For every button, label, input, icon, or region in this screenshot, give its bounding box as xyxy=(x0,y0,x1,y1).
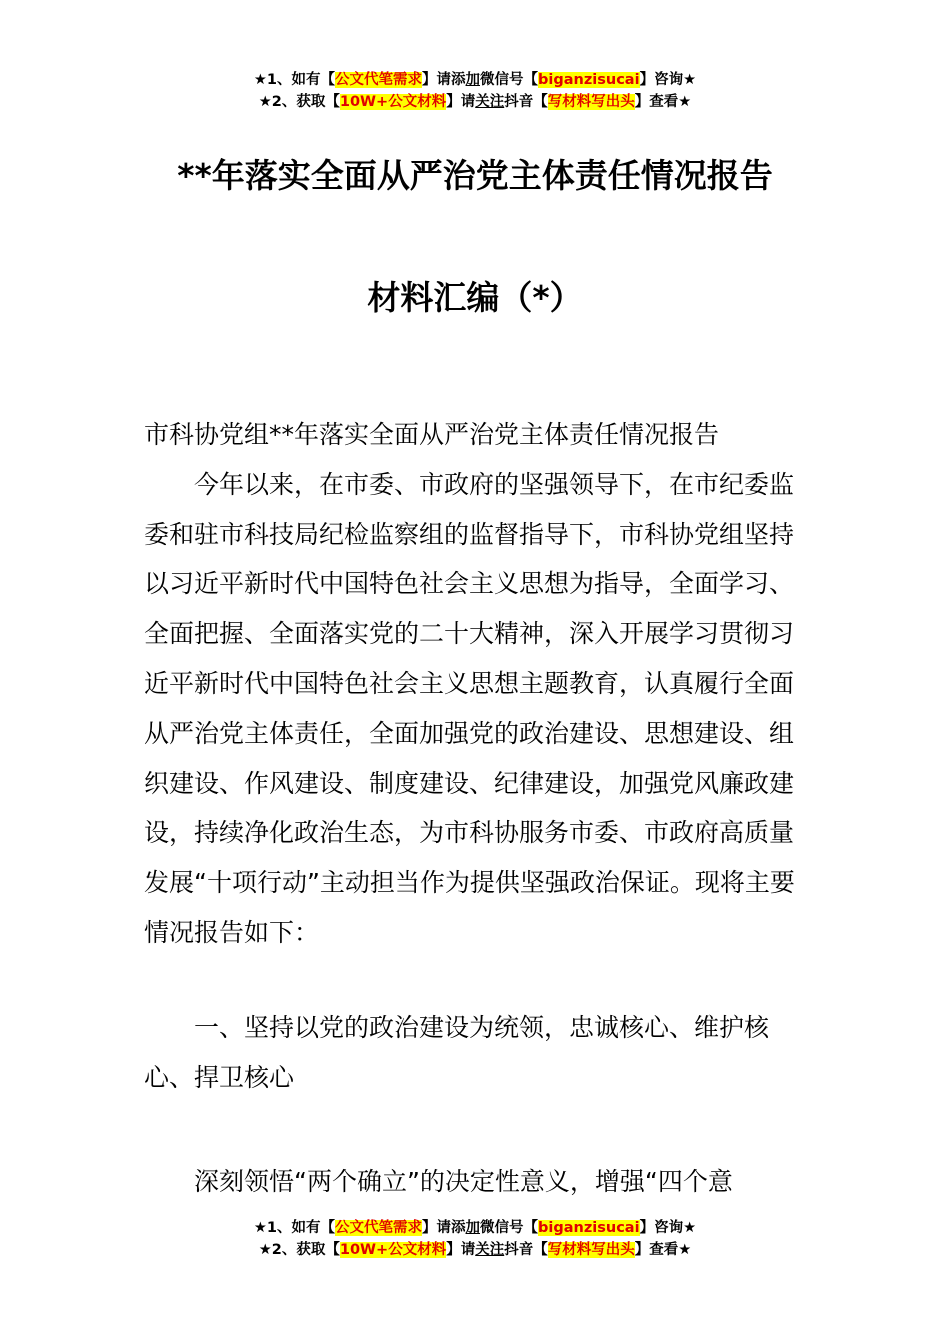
promo-highlight: 10W+公文材料 xyxy=(339,94,447,110)
document-title: **年落实全面从严治党主体责任情况报告 xyxy=(177,156,773,195)
promo-highlight: 公文代笔需求 xyxy=(335,1220,423,1236)
wechat-id-highlight: biganzisucai xyxy=(538,72,640,88)
section-heading-1: 一、坚持以党的政治建设为统领，忠诚核心、维护核心、捍卫核心 xyxy=(144,1013,770,1092)
douyin-id-highlight: 写材料写出头 xyxy=(547,1242,635,1258)
promo-line-2: ★2、获取【10W+公文材料】请关注抖音【写材料写出头】查看★ xyxy=(258,94,692,110)
promo-highlight: 公文代笔需求 xyxy=(335,72,423,88)
bottom-promo-banner xyxy=(0,1217,950,1261)
promo-line-2: ★2、获取【10W+公文材料】请关注抖音【写材料写出头】查看★ xyxy=(258,1242,692,1258)
promo-highlight: 10W+公文材料 xyxy=(339,1242,447,1258)
douyin-id-highlight: 写材料写出头 xyxy=(547,94,635,110)
promo-line-1: ★1、如有【公文代笔需求】请添加微信号【biganzisucai】咨询★ xyxy=(253,72,697,88)
wechat-id-highlight: biganzisucai xyxy=(538,1220,640,1236)
intro-paragraph: 今年以来，在市委、市政府的坚强领导下，在市纪委监委和驻市科技局纪检监察组的监督指导下，市科协党组坚持以习近平新时代中国特色社会主义思想为指导，全面学习、全面把握、全面落实党的二十大精神，深入开展学习贯彻习近平新时代中国特色社会主义思想主题教育，认真履行全面从严治党主体责任，全面加强党的政治建设、思想建设、组织建设、作风建设、制度建设、纪律建设，加强党风廉政建设，持续净化政治生态，为市科协服务市委、市政府高质量发展“十项行动”主动担当作为提供坚强政治保证。现将主要情况报告如下： xyxy=(144,469,795,947)
section-1-paragraph: 深刻领悟“两个确立”的决定性意义，增强“四个意 xyxy=(194,1167,733,1196)
document-subtitle: 材料汇编（*） xyxy=(367,278,583,317)
promo-line-1: ★1、如有【公文代笔需求】请添加微信号【biganzisucai】咨询★ xyxy=(253,1220,697,1236)
top-promo-banner xyxy=(0,69,950,113)
report-heading: 市科协党组**年落实全面从严治党主体责任情况报告 xyxy=(144,420,720,449)
report-body xyxy=(144,410,809,958)
